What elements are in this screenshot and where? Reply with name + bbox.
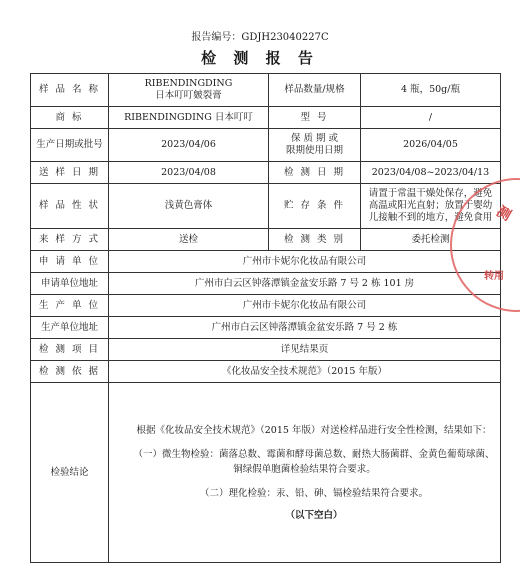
- table-row: [31, 184, 501, 229]
- table-row: [31, 361, 501, 383]
- expiry-label: 保 质 期 或 限期使用日期: [269, 129, 361, 162]
- sampling-label: 来 样 方 式: [31, 229, 109, 251]
- seal-text: 转用: [484, 271, 504, 282]
- mfg-value: 2023/04/06: [109, 129, 269, 162]
- applicant-addr-value: 广州市白云区钟落潭镇金盆安乐路 7 号 2 栋 101 房: [109, 273, 501, 295]
- conclusion-label: 检验结论: [31, 383, 109, 563]
- conclusion-cell: [109, 383, 501, 563]
- table-row: [31, 74, 501, 107]
- applicant-addr-label: 申请单位地址: [31, 273, 109, 295]
- seal-text: 测: [493, 203, 514, 225]
- brand-label: 商 标: [31, 107, 109, 129]
- conclusion-end-marker: （以下空白）: [285, 510, 343, 521]
- table-row: [31, 273, 501, 295]
- table-row: [31, 162, 501, 184]
- storage-label: 贮 存 条 件: [269, 184, 361, 229]
- table-row: [31, 317, 501, 339]
- sampling-value: 送检: [109, 229, 269, 251]
- table-row: [31, 251, 501, 273]
- delivery-label: 送 样 日 期: [31, 162, 109, 184]
- applicant-value: 广州市卡妮尔化妆品有限公司: [109, 251, 501, 273]
- basis-label: 检 测 依 据: [31, 361, 109, 383]
- test-date-label: 检 测 日 期: [269, 162, 361, 184]
- producer-value: 广州市卡妮尔化妆品有限公司: [109, 295, 501, 317]
- property-label: 样 品 性 状: [31, 184, 109, 229]
- table-row: [31, 339, 501, 361]
- producer-label: 生 产 单 位: [31, 295, 109, 317]
- conclusion-microbiology: （一）微生物检验：菌落总数、霉菌和酵母菌总数、耐热大肠菌群、金黄色葡萄球菌、铜绿假单胞菌检验结果符合要求。: [133, 449, 495, 475]
- producer-addr-value: 广州市白云区钟落潭镇金盆安乐路 7 号 2 栋: [109, 317, 501, 339]
- delivery-value: 2023/04/08: [109, 162, 269, 184]
- model-value: /: [361, 107, 501, 129]
- items-value: 详见结果页: [109, 339, 501, 361]
- report-title: 检 测 报 告: [201, 49, 319, 67]
- storage-value: 请置于常温干燥处保存，避免高温或阳光直射；放置于婴幼儿接触不到的地方，避免食用: [361, 184, 501, 229]
- test-type-value: 委托检测: [361, 229, 501, 251]
- conclusion-physchem: （二）理化检验：汞、铅、砷、镉检验结果符合要求。: [199, 488, 428, 499]
- sample-name-value: RIBENDINGDING 日本叮叮皴裂膏: [109, 74, 269, 107]
- table-row: [31, 229, 501, 251]
- report-table: [30, 73, 501, 563]
- report-number: 报告编号：GDJH23040227C: [191, 32, 329, 43]
- producer-addr-label: 生产单位地址: [31, 317, 109, 339]
- applicant-label: 申 请 单 位: [31, 251, 109, 273]
- expiry-value: 2026/04/05: [361, 129, 501, 162]
- table-row: [31, 295, 501, 317]
- table-row: [31, 107, 501, 129]
- basis-value: 《化妆品安全技术规范》（2015 年版）: [109, 361, 501, 383]
- brand-value: RIBENDINGDING 日本叮叮: [109, 107, 269, 129]
- table-row: [31, 129, 501, 162]
- sample-name-label: 样 品 名 称: [31, 74, 109, 107]
- model-label: 型 号: [269, 107, 361, 129]
- qty-label: 样品数量/规格: [269, 74, 361, 107]
- items-label: 检 测 项 目: [31, 339, 109, 361]
- property-value: 浅黄色膏体: [109, 184, 269, 229]
- qty-value: 4 瓶，50g/瓶: [361, 74, 501, 107]
- conclusion-paragraph: 根据《化妆品安全技术规范》（2015 年版）对送检样品进行安全性检测，结果如下：: [136, 425, 492, 436]
- table-row: [31, 383, 501, 563]
- mfg-label: 生产日期或批号: [31, 129, 109, 162]
- test-date-value: 2023/04/08~2023/04/13: [361, 162, 501, 184]
- test-type-label: 检 测 类 别: [269, 229, 361, 251]
